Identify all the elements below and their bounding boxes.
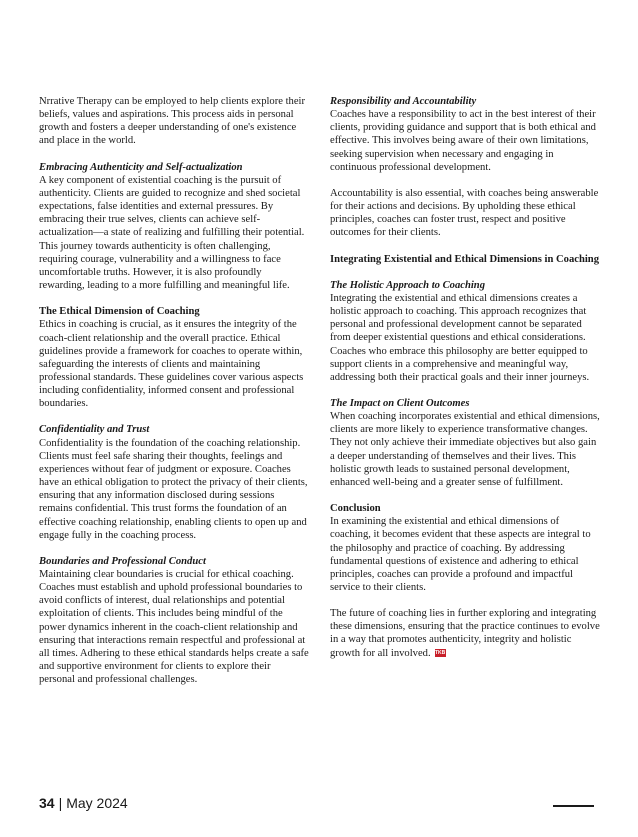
section-heading: Embracing Authenticity and Self-actualization xyxy=(39,161,243,173)
integration-heading: Integrating Existential and Ethical Dimensions in Coaching xyxy=(330,253,599,265)
section-ethical-dimension xyxy=(39,305,309,410)
section-holistic xyxy=(330,279,600,384)
section-heading: The Holistic Approach to Coaching xyxy=(330,279,485,291)
end-of-article-icon: TKB xyxy=(434,650,446,657)
section-body: Confidentiality is the foundation of the coaching relationship. Clients must feel safe sharing their thoughts, feelings and experiences without fear of judgment or exposure. Coaches have an ethical obligation to protect the privacy of their clients, ensuring that any information disclosed during sessions remains confidential. This trust forms the foundation of an effective coaching relationship, enabling clients to open up and engage fully in the coaching process. xyxy=(39,437,308,541)
final-paragraph-text: The future of coaching lies in further exploring and integrating these dimensions, ensuring that the practice continues to evolve in a way that promotes authenticity, integrity and holistic growth for all involved. xyxy=(330,608,600,659)
section-body: Ethics in coaching is crucial, as it ensures the integrity of the coach-client relationship and the overall practice. Ethical guidelines provide a framework for coaches to operate within, safeguarding the interests of clients and maintaining professional standards. These guidelines cover various aspects including confidentiality, informed consent and professional boundaries. xyxy=(39,319,304,410)
section-body: Coaches have a responsibility to act in the best interest of their clients, providing guidance and support that is both ethical and effective. This involves being aware of their own limitations, seeking supervision when necessary and engaging in continuous professional development. xyxy=(330,109,596,173)
section-impact xyxy=(330,397,600,489)
section-body: When coaching incorporates existential and ethical dimensions, clients are more likely to experience transformative changes. They not only achieve their immediate objectives but also gain a deeper understanding of themselves and their lives. This holistic growth leads to sustained personal development, enhanced well-being and a greater sense of fulfillment. xyxy=(330,411,600,488)
section-conclusion xyxy=(330,502,600,594)
section-confidentiality xyxy=(39,423,309,541)
section-body: In examining the existential and ethical dimensions of coaching, it becomes evident that these aspects are integral to the philosophy and practice of coaching. By addressing fundamental questions of existence and adhering to ethical principles, coaches can provide a profound and impactful service to their clients. xyxy=(330,516,591,593)
section-heading: The Ethical Dimension of Coaching xyxy=(39,306,200,318)
footer-rule xyxy=(553,805,594,807)
page-footer xyxy=(39,795,128,811)
section-authenticity xyxy=(39,161,309,293)
section-body: A key component of existential coaching is the pursuit of authenticity. Clients are guided to recognize and shed societal expectations, false identities and external pressures. By embracing their true selves, clients can achieve self-actualization—a state of realizing and fulfilling their potential. This journey towards authenticity is often challenging, requiring courage, vulnerability and a willingness to face uncomfortable truths. However, it is also profoundly rewarding, leading to a more fulfilling and meaningful life. xyxy=(39,174,305,292)
section-body: Maintaining clear boundaries is crucial for ethical coaching. Coaches must establish and uphold professional boundaries to avoid conflicts of interest, dual relationships and potential exploitation of clients. This includes being mindful of the power dynamics inherent in the coach-client relationship and ensuring that interactions remain respectful and professional at all times. Adhering to these ethical standards helps create a safe and supportive environment for clients to explore their personal and professional challenges. xyxy=(39,569,309,686)
issue-date: May 2024 xyxy=(66,795,128,811)
right-column xyxy=(330,95,600,673)
accountability-paragraph: Accountability is also essential, with coaches being answerable for their actions and decisions. By upholding these ethical principles, coaches can foster trust, respect and positive outcomes for their clients. xyxy=(330,187,599,239)
section-heading: The Impact on Client Outcomes xyxy=(330,397,470,409)
intro-paragraph: Nrrative Therapy can be employed to help clients explore their beliefs, values and aspirations. This process aids in personal growth and fosters a deeper understanding of one's existence and place in the world. xyxy=(39,96,306,147)
final-paragraph xyxy=(330,607,600,660)
section-heading: Confidentiality and Trust xyxy=(39,424,150,436)
page-number: 34 xyxy=(39,795,55,811)
section-body: Integrating the existential and ethical dimensions creates a holistic approach to coaching. This approach recognizes that personal and professional development cannot be separated from deeper existential questions and ethical considerations. Coaches who embrace this philosophy are better equipped to support clients in a comprehensive and meaningful way, addressing both their practical goals and their inner journeys. xyxy=(330,292,590,383)
footer-separator: | xyxy=(58,795,63,811)
section-heading: Boundaries and Professional Conduct xyxy=(39,555,206,567)
left-column xyxy=(39,95,309,699)
section-heading: Responsibility and Accountability xyxy=(330,96,477,107)
section-boundaries xyxy=(39,555,309,687)
section-heading: Conclusion xyxy=(330,503,381,515)
section-responsibility xyxy=(330,95,600,174)
